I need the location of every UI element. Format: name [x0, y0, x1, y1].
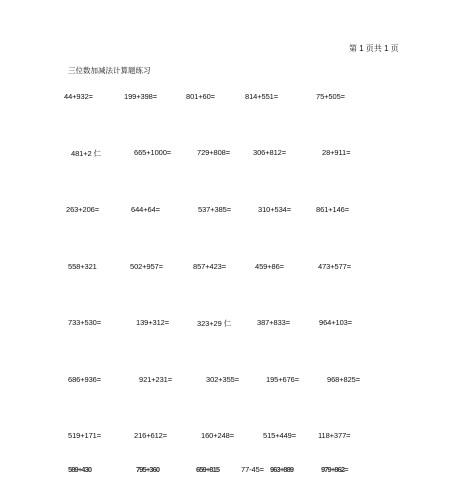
- problem-r2-c2: 665+1000=: [134, 148, 172, 157]
- problem-r2-c1: 481+2 仁: [71, 149, 101, 158]
- problem-r8-c6: 979+862=: [321, 465, 348, 474]
- problem-r1-c4: 814+551=: [245, 92, 278, 101]
- problem-r8-c2: 795+360: [136, 465, 160, 474]
- problem-r1-c3: 801+60=: [186, 92, 215, 101]
- problem-r1-c1: 44+932=: [64, 92, 93, 101]
- problem-r6-c5: 968+825=: [327, 375, 360, 384]
- problem-r1-c5: 75+505=: [316, 92, 345, 101]
- problem-r8-c1: 589+430: [68, 465, 92, 474]
- problem-r7-c3: 160+248=: [201, 431, 234, 440]
- problem-r6-c2: 921+231=: [139, 375, 172, 384]
- problem-r5-c1: 733+530=: [68, 318, 101, 327]
- problem-r7-c1: 519+171=: [68, 431, 101, 440]
- problem-r6-c1: 686+936=: [68, 375, 101, 384]
- problem-r8-c4: 77-45=: [241, 465, 264, 474]
- worksheet-title: 三位数加减法计算题练习: [68, 66, 151, 75]
- problem-r2-c5: 28+911=: [322, 148, 351, 157]
- problem-r3-c4: 310+534=: [258, 205, 291, 214]
- problem-r5-c4: 387+833=: [257, 318, 290, 327]
- problem-r8-c5: 963+889: [270, 465, 294, 474]
- problem-r4-c1: 558+321: [68, 262, 97, 271]
- problem-r3-c5: 861+146=: [316, 205, 349, 214]
- problem-r7-c2: 216+612=: [134, 431, 167, 440]
- problem-r7-c4: 515+449=: [263, 431, 296, 440]
- problem-r5-c2: 139+312=: [136, 318, 169, 327]
- problem-r6-c3: 302+355=: [206, 375, 239, 384]
- problem-r4-c4: 459+86=: [255, 262, 284, 271]
- problem-r8-c3: 659+815: [196, 465, 220, 474]
- problem-r4-c5: 473+577=: [318, 262, 351, 271]
- problem-r3-c2: 644+64=: [131, 205, 160, 214]
- page-number: 第 1 页共 1 页: [349, 44, 399, 53]
- problem-r5-c3: 323+29 仁: [197, 319, 232, 328]
- problem-r5-c5: 964+103=: [319, 318, 352, 327]
- problem-r3-c3: 537+385=: [198, 205, 231, 214]
- problem-r2-c3: 729+808=: [197, 148, 230, 157]
- problem-r1-c2: 199+398=: [124, 92, 157, 101]
- problem-r6-c4: 195+676=: [266, 375, 299, 384]
- problem-r3-c1: 263+206=: [66, 205, 99, 214]
- problem-r7-c5: 118+377=: [318, 431, 351, 440]
- problem-r4-c2: 502+957=: [130, 262, 163, 271]
- problem-r4-c3: 857+423=: [193, 262, 226, 271]
- problem-r2-c4: 306+812=: [253, 148, 286, 157]
